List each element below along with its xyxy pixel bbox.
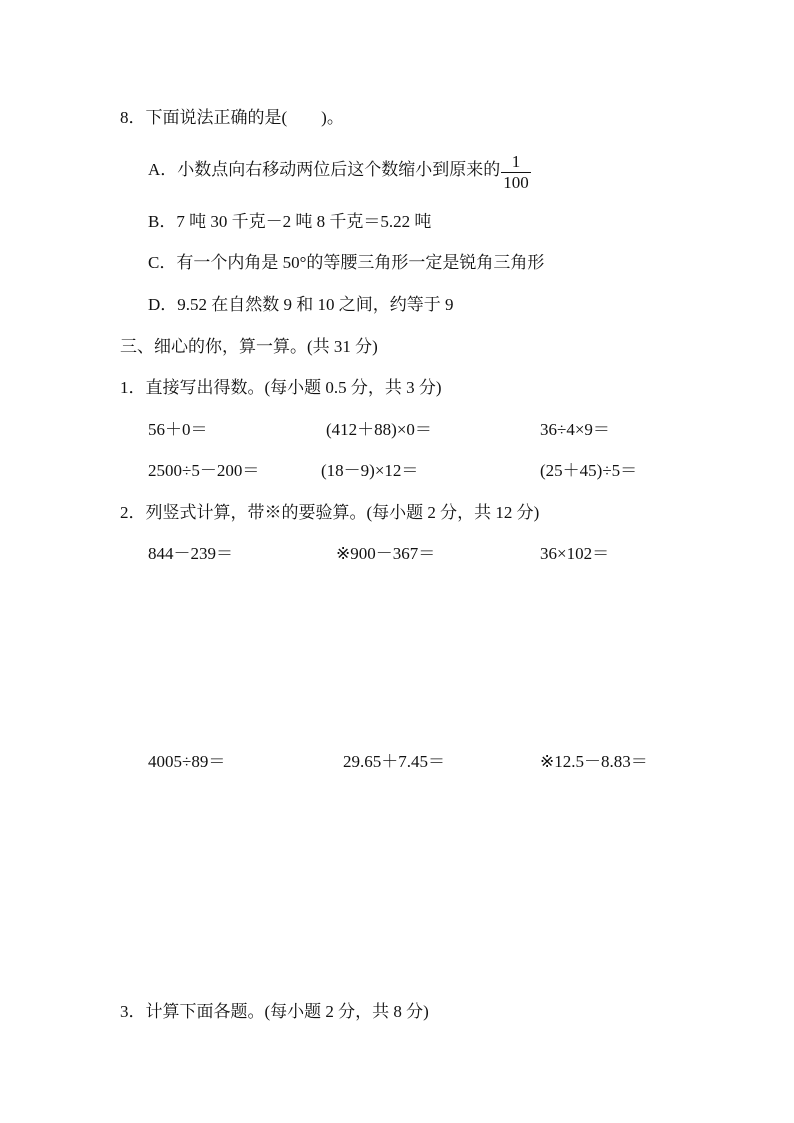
part2-item: 29.65＋7.45＝: [343, 752, 445, 771]
part1-item: (412＋88)×0＝: [326, 420, 432, 439]
q8-option-b: B．7 吨 30 千克－2 吨 8 千克＝5.22 吨: [148, 212, 432, 231]
fraction: [501, 152, 531, 193]
part2-item: ※12.5－8.83＝: [540, 752, 648, 771]
q8-option-a: [148, 148, 531, 192]
part1-item: 2500÷5－200＝: [148, 461, 260, 480]
fraction-numerator: 1: [501, 152, 531, 173]
part1-title: 1．直接写出得数。(每小题 0.5 分，共 3 分): [120, 378, 442, 397]
part1-item: (25＋45)÷5＝: [540, 461, 638, 480]
q8-stem: 8．下面说法正确的是( )。: [120, 108, 344, 127]
part3-title: 3．计算下面各题。(每小题 2 分，共 8 分): [120, 1002, 429, 1021]
part2-item: ※900－367＝: [336, 544, 436, 563]
q8-option-d: D．9.52 在自然数 9 和 10 之间，约等于 9: [148, 295, 454, 314]
part1-item: 36÷4×9＝: [540, 420, 610, 439]
part1-item: (18－9)×12＝: [321, 461, 419, 480]
q8-option-c: C．有一个内角是 50°的等腰三角形一定是锐角三角形: [148, 253, 545, 272]
section3-title: 三、细心的你，算一算。(共 31 分): [120, 337, 378, 356]
fraction-denominator: 100: [503, 172, 529, 192]
part2-item: 36×102＝: [540, 544, 610, 563]
part2-item: 844－239＝: [148, 544, 233, 563]
part1-item: 56＋0＝: [148, 420, 208, 439]
part2-title: 2．列竖式计算，带※的要验算。(每小题 2 分，共 12 分): [120, 503, 540, 522]
q8-option-a-text: A．小数点向右移动两位后这个数缩小到原来的: [148, 160, 501, 179]
part2-item: 4005÷89＝: [148, 752, 226, 771]
